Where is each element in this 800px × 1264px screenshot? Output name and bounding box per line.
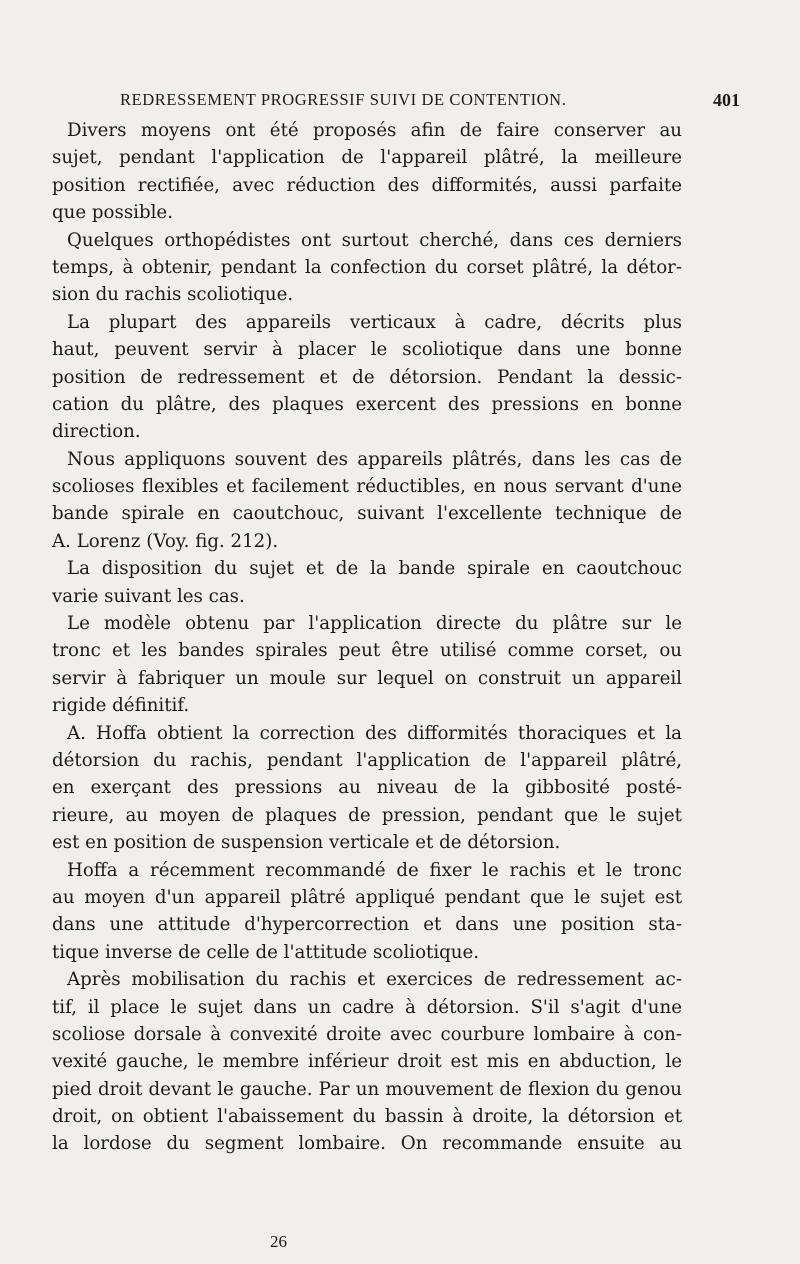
text-line: Quelques orthopédistes ont surtout cherché, dans ces derniers xyxy=(67,229,682,251)
text-line: scolioses flexibles et facilement réductibles, en nous servant d'une xyxy=(52,476,682,498)
text-line: scoliose dorsale à convexité droite avec courbure lombaire à con- xyxy=(52,1023,682,1045)
page-number: 401 xyxy=(713,90,740,110)
text-line: position de redressement et de détorsion. Pendant la dessic- xyxy=(52,366,682,388)
text-line: détorsion du rachis, pendant l'application de l'appareil plâtré, xyxy=(52,749,682,771)
text-line: droit, on obtient l'abaissement du bassin à droite, la détorsion et xyxy=(52,1106,682,1128)
running-title: REDRESSEMENT PROGRESSIF SUIVI DE CONTENTION. xyxy=(120,90,567,109)
text-line: Le modèle obtenu par l'application directe du plâtre sur le xyxy=(67,613,682,635)
text-line: servir à fabriquer un moule sur lequel on construit un appareil xyxy=(52,667,682,689)
text-line: tronc et les bandes spirales peut être utilisé comme corset, ou xyxy=(52,640,682,662)
text-line: haut, peuvent servir à placer le scoliotique dans une bonne xyxy=(52,339,682,361)
text-line: bande spirale en caoutchouc, suivant l'excellente technique de xyxy=(52,503,682,525)
text-line: tif, il place le sujet dans un cadre à détorsion. S'il s'agit d'une xyxy=(52,996,682,1018)
text-line: dans une attitude d'hypercorrection et dans une position sta- xyxy=(52,914,682,936)
text-line: la lordose du segment lombaire. On recommande ensuite au xyxy=(52,1133,682,1155)
text-line: position rectifiée, avec réduction des difformités, aussi parfaite xyxy=(52,174,682,196)
text-line: La disposition du sujet et de la bande spirale en caoutchouc xyxy=(67,558,682,580)
text-line: sion du rachis scoliotique. xyxy=(52,284,294,306)
text-line: pied droit devant le gauche. Par un mouvement de flexion du genou xyxy=(52,1078,682,1100)
text-line: que possible. xyxy=(52,202,173,224)
text-line: vexité gauche, le membre inférieur droit est mis en abduction, le xyxy=(52,1051,682,1073)
text-line: rigide définitif. xyxy=(52,695,190,717)
text-line: temps, à obtenir, pendant la confection du corset plâtré, la détor- xyxy=(52,256,682,278)
text-line: sujet, pendant l'application de l'appareil plâtré, la meilleure xyxy=(52,147,682,169)
text-line: direction. xyxy=(52,421,141,443)
text-line: Hoffa a récemment recommandé de fixer le rachis et le tronc xyxy=(67,859,682,881)
text-line: Nous appliquons souvent des appareils plâtrés, dans les cas de xyxy=(67,448,682,470)
text-line: A. Hoffa obtient la correction des difformités thoraciques et la xyxy=(67,722,682,744)
running-head xyxy=(60,90,740,114)
text-line: au moyen d'un appareil plâtré appliqué pendant que le sujet est xyxy=(52,886,682,908)
text-line: tique inverse de celle de l'attitude scoliotique. xyxy=(52,941,480,963)
text-line: Divers moyens ont été proposés afin de faire conserver au xyxy=(67,120,682,141)
text-line: Après mobilisation du rachis et exercices de redressement ac- xyxy=(67,969,682,991)
text-line: cation du plâtre, des plaques exercent des pressions en bonne xyxy=(52,393,682,415)
text-line: en exerçant des pressions au niveau de la gibbosité posté- xyxy=(52,777,682,799)
text-line: varie suivant les cas. xyxy=(52,585,245,607)
signature-mark: 26 xyxy=(270,1232,287,1251)
text-line: est en position de suspension verticale et de détorsion. xyxy=(52,832,561,854)
text-line: rieure, au moyen de plaques de pression, pendant que le sujet xyxy=(52,804,682,826)
text-line: A. Lorenz (Voy. fig. 212). xyxy=(52,530,279,552)
text-line: La plupart des appareils verticaux à cadre, décrits plus xyxy=(67,311,682,333)
body-text xyxy=(52,117,682,1158)
